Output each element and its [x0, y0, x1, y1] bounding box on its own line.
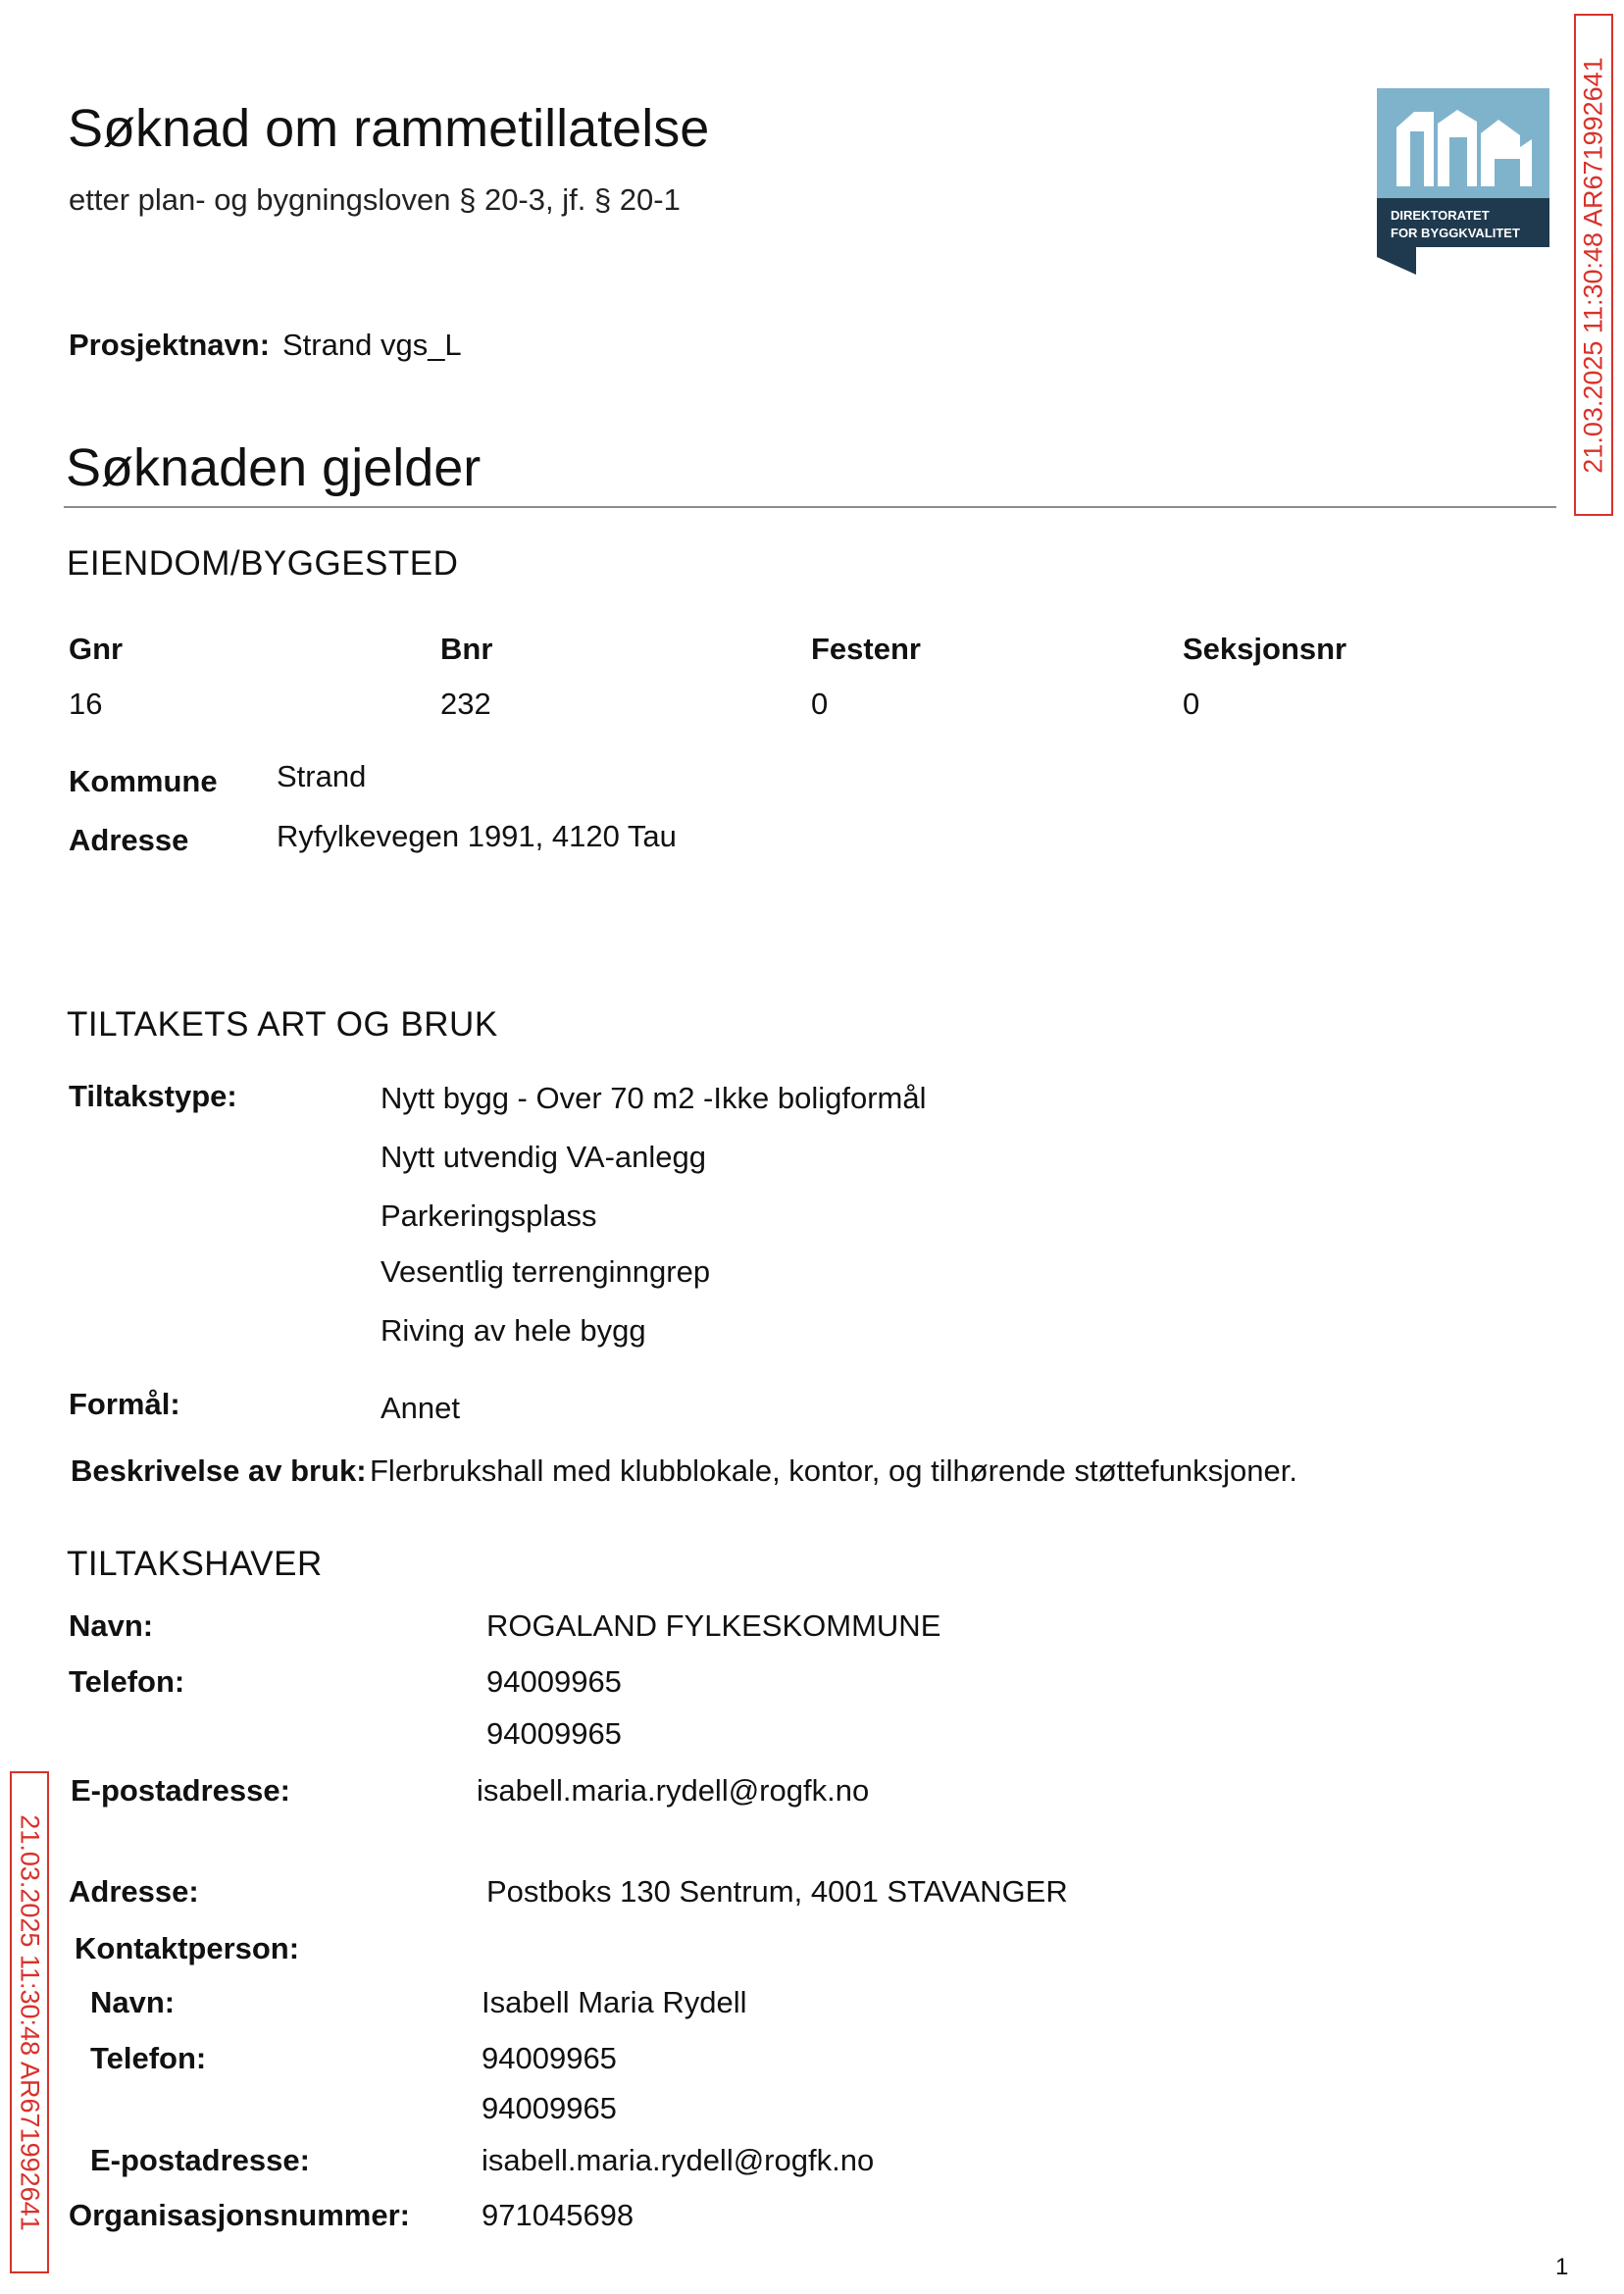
kontaktperson-label: Kontaktperson:	[75, 1931, 300, 1965]
tiltakshaver-telefon-label: Telefon:	[69, 1664, 185, 1699]
tiltakshaver-adresse-label: Adresse:	[69, 1874, 199, 1909]
col-bnr: Bnr	[440, 632, 493, 666]
kontakt-navn-label: Navn:	[90, 1985, 176, 2019]
tiltakshaver-telefon: 94009965	[486, 1664, 622, 1699]
dibk-logo	[1377, 88, 1549, 275]
org-label: Organisasjonsnummer:	[69, 2198, 410, 2232]
formal-label: Formål:	[69, 1387, 180, 1421]
tiltakshaver-navn-label: Navn:	[69, 1608, 154, 1643]
adresse-label: Adresse	[69, 823, 189, 857]
tiltakshaver-navn: ROGALAND FYLKESKOMMUNE	[486, 1608, 941, 1643]
tiltakshaver-heading: TILTAKSHAVER	[67, 1545, 323, 1583]
eiendom-heading: EIENDOM/BYGGESTED	[67, 544, 459, 583]
kommune-label: Kommune	[69, 764, 218, 798]
project-value: Strand vgs_L	[282, 328, 462, 362]
kontakt-epost-label: E-postadresse:	[90, 2143, 310, 2177]
page-number: 1	[1555, 2254, 1569, 2280]
value-bnr: 232	[440, 687, 491, 721]
col-festenr: Festenr	[811, 632, 921, 666]
tiltakshaver-epost: isabell.maria.rydell@rogfk.no	[477, 1773, 870, 1808]
kontakt-epost: isabell.maria.rydell@rogfk.no	[482, 2143, 875, 2177]
beskrivelse-label: Beskrivelse av bruk:	[71, 1453, 367, 1488]
formal-value: Annet	[381, 1391, 461, 1425]
adresse-value: Ryfylkevegen 1991, 4120 Tau	[277, 819, 677, 853]
kommune-value: Strand	[277, 759, 367, 793]
kontakt-telefon: 94009965	[482, 2091, 617, 2125]
tiltakshaver-epost-label: E-postadresse:	[71, 1773, 290, 1808]
tiltakshaver-adresse: Postboks 130 Sentrum, 4001 STAVANGER	[486, 1874, 1068, 1909]
value-gnr: 16	[69, 687, 103, 721]
value-festenr: 0	[811, 687, 829, 721]
kontakt-telefon-label: Telefon:	[90, 2041, 207, 2075]
kontakt-navn: Isabell Maria Rydell	[482, 1985, 747, 2019]
tiltakstype-label: Tiltakstype:	[69, 1079, 237, 1113]
beskrivelse-value: Flerbrukshall med klubblokale, kontor, og tilhørende støttefunksjoner.	[370, 1453, 1297, 1488]
svg-text:DIREKTORATET: DIREKTORATET	[1391, 208, 1490, 223]
tiltakstype-item: Vesentlig terrenginngrep	[381, 1254, 711, 1289]
project-label: Prosjektnavn:	[69, 328, 271, 362]
tiltakstype-item: Nytt utvendig VA-anlegg	[381, 1140, 707, 1174]
svg-text:FOR BYGGKVALITET: FOR BYGGKVALITET	[1391, 226, 1520, 240]
kontakt-telefon: 94009965	[482, 2041, 617, 2075]
tiltakstype-item: Parkeringsplass	[381, 1198, 597, 1233]
section-title: Søknaden gjelder	[66, 438, 482, 497]
col-seksjonsnr: Seksjonsnr	[1183, 632, 1347, 666]
col-gnr: Gnr	[69, 632, 124, 666]
tiltakstype-item: Nytt bygg - Over 70 m2 -Ikke boligformål	[381, 1081, 927, 1115]
timestamp-stamp-left: 21.03.2025 11:30:48 AR671992641	[10, 1771, 49, 2273]
page-title: Søknad om rammetillatelse	[68, 99, 710, 158]
page-subtitle: etter plan- og bygningsloven § 20-3, jf. § 20-1	[69, 182, 681, 217]
dibk-logo-icon	[1377, 88, 1549, 275]
org-value: 971045698	[482, 2198, 634, 2232]
section-divider	[64, 506, 1556, 508]
tiltakstype-item: Riving av hele bygg	[381, 1313, 646, 1348]
value-seksjonsnr: 0	[1183, 687, 1200, 721]
tiltakshaver-telefon: 94009965	[486, 1716, 622, 1751]
timestamp-stamp-right: 21.03.2025 11:30:48 AR671992641	[1574, 14, 1613, 516]
tiltak-heading: TILTAKETS ART OG BRUK	[67, 1005, 498, 1044]
